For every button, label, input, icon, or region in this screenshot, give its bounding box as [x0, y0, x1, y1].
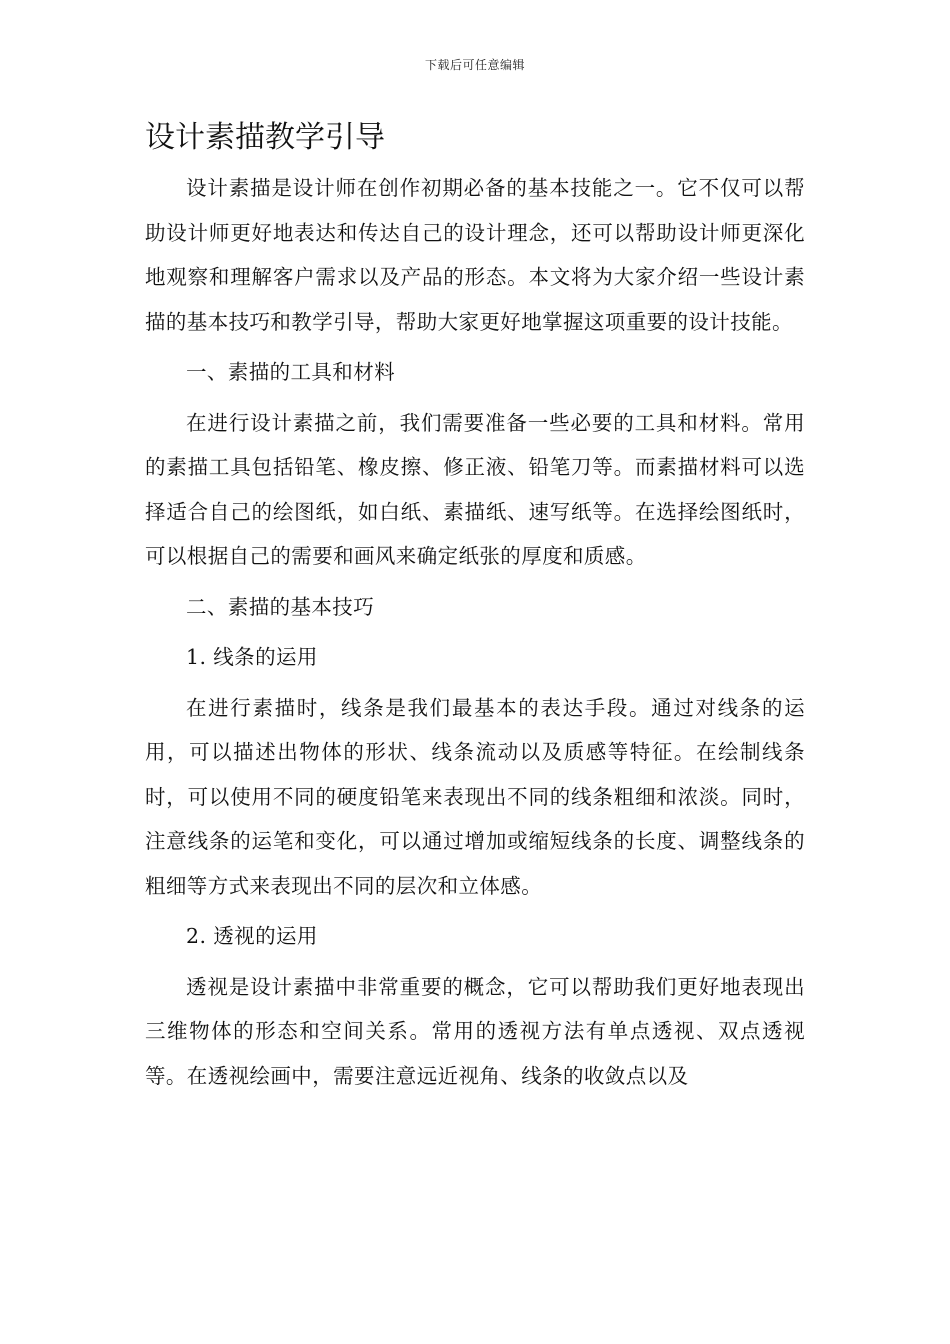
lines-paragraph: 在进行素描时，线条是我们最基本的表达手段。通过对线条的运用，可以描述出物体的形状、线条流动以及质感等特征。在绘制线条时，可以使用不同的硬度铅笔来表现出不同的线条粗细和浓淡。同时，注意线条的运笔和变化，可以通过增加或缩短线条的长度、调整线条的粗细等方式来表现出不同的层次和立体感。 [145, 695, 805, 898]
subsection-heading-perspective: 2. 透视的运用 [186, 924, 318, 948]
subsection-heading-lines: 1. 线条的运用 [186, 645, 318, 669]
header-note: 下载后可任意编辑 [424, 58, 525, 72]
tools-paragraph: 在进行设计素描之前，我们需要准备一些必要的工具和材料。常用的素描工具包括铅笔、橡皮擦、修正液、铅笔刀等。而素描材料可以选择适合自己的绘图纸，如白纸、素描纸、速写纸等。在选择绘图纸时，可以根据自己的需要和画风来确定纸张的厚度和质感。 [145, 410, 805, 568]
perspective-paragraph: 透视是设计素描中非常重要的概念，它可以帮助我们更好地表现出三维物体的形态和空间关系。常用的透视方法有单点透视、双点透视等。在透视绘画中，需要注意远近视角、线条的收敛点以及 [145, 974, 805, 1088]
document-title: 设计素描教学引导 [145, 120, 385, 155]
intro-paragraph: 设计素描是设计师在创作初期必备的基本技能之一。它不仅可以帮助设计师更好地表达和传达自己的设计理念，还可以帮助设计师更深化地观察和理解客户需求以及产品的形态。本文将为大家介绍一些设计素描的基本技巧和教学引导，帮助大家更好地掌握这项重要的设计技能。 [145, 176, 805, 334]
section-heading-tools: 一、素描的工具和材料 [186, 360, 395, 384]
section-heading-techniques: 二、素描的基本技巧 [186, 594, 375, 619]
document-body [145, 166, 805, 1104]
